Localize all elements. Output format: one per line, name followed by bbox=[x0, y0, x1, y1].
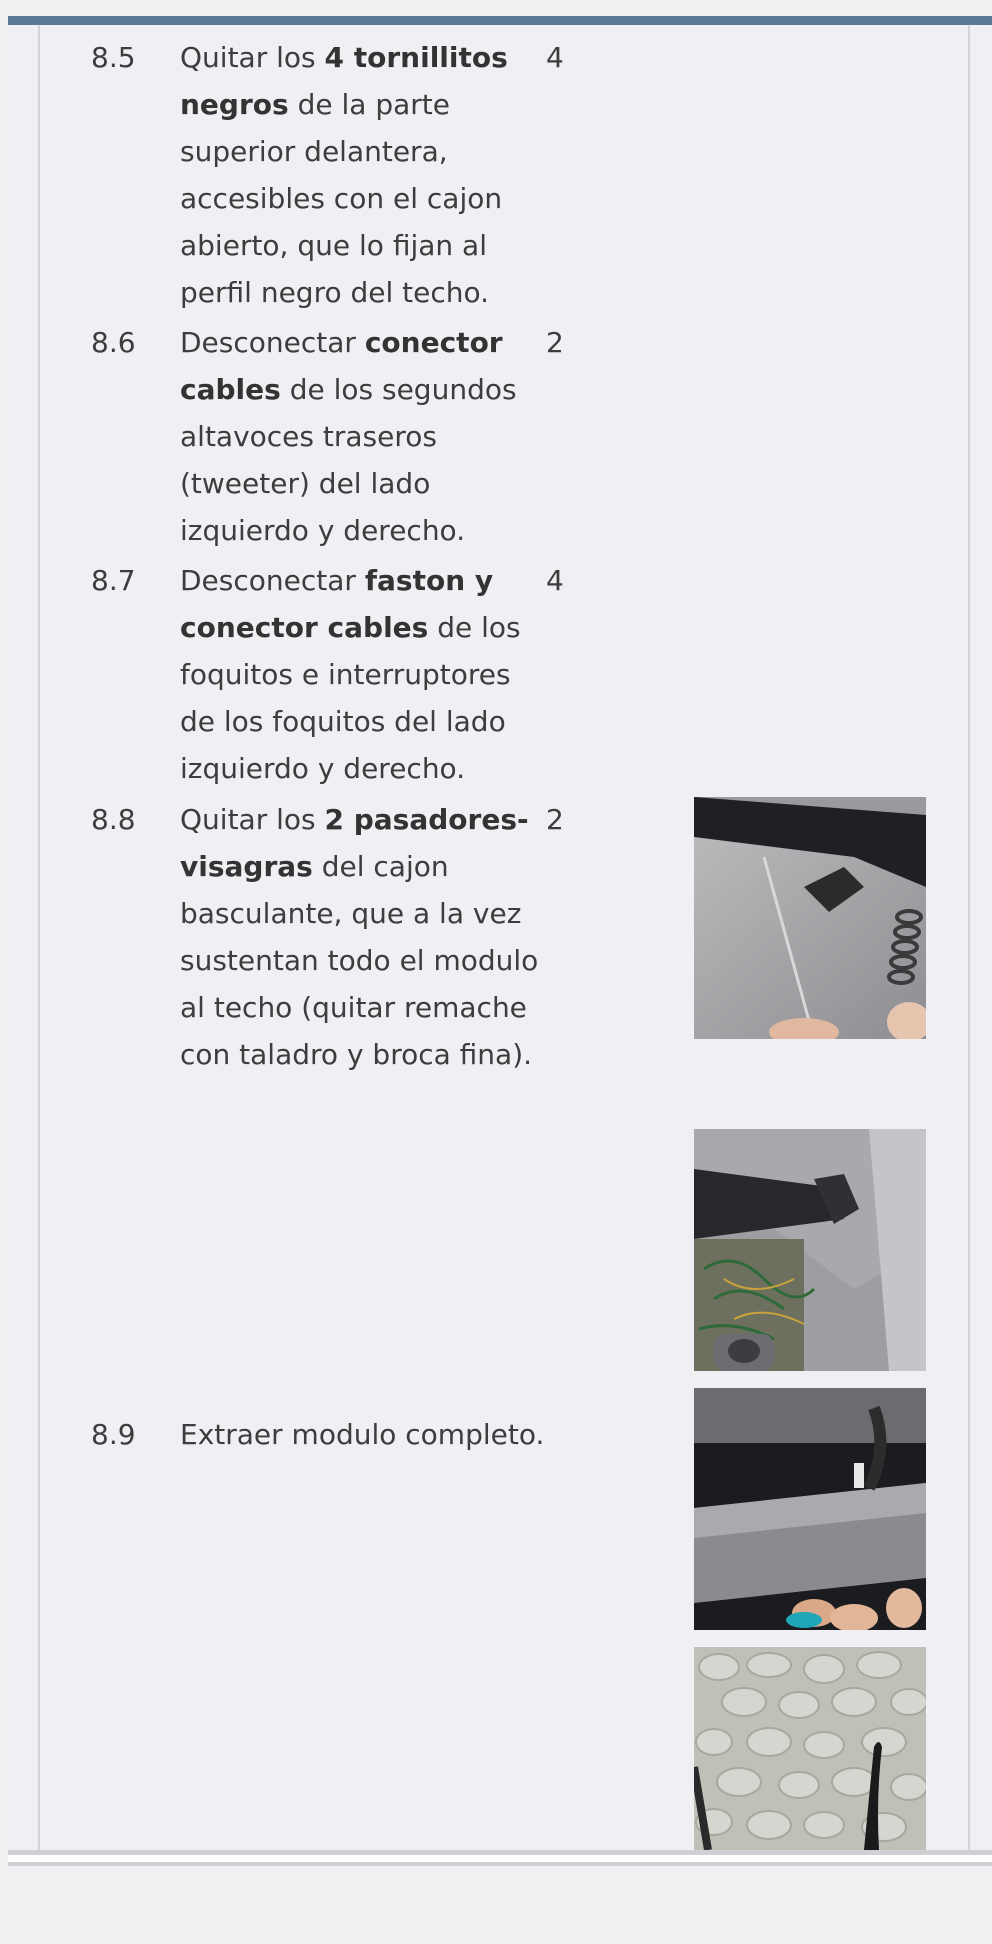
step-description: Quitar los 2 pasadores-visagras del cajon basculante, que a la vez sustentan todo el modulo al techo (quitar remache con taladro y broca fina). bbox=[180, 803, 539, 1071]
step-number: 8.7 bbox=[91, 564, 136, 597]
step-description: Quitar los 4 tornillitos negros de la parte superior delantera, accesibles con el cajon abierto, que lo fijan al perfil negro del techo. bbox=[180, 41, 508, 309]
step-quantity: 4 bbox=[546, 564, 564, 597]
page-bottom-edge bbox=[8, 1855, 992, 1862]
photo-cajon-hinge bbox=[694, 797, 926, 1039]
photo-pebble-surface bbox=[694, 1647, 926, 1850]
step-number: 8.5 bbox=[91, 41, 136, 74]
document-page bbox=[8, 25, 992, 1850]
step-description: Desconectar faston y conector cables de los foquitos e interruptores de los foquitos del lado izquierdo y derecho. bbox=[180, 564, 521, 785]
step-description: Extraer modulo completo. bbox=[180, 1418, 545, 1451]
photo-modulo-extraction bbox=[694, 1388, 926, 1630]
header-accent-bar bbox=[8, 16, 992, 25]
photo-cajon-wires bbox=[694, 1129, 926, 1371]
table-right-border bbox=[968, 25, 970, 1850]
step-quantity: 2 bbox=[546, 803, 564, 836]
step-description: Desconectar conector cables de los segundos altavoces traseros (tweeter) del lado izquierdo y derecho. bbox=[180, 326, 517, 547]
step-number: 8.8 bbox=[91, 803, 136, 836]
table-left-border bbox=[38, 25, 40, 1850]
step-quantity: 4 bbox=[546, 41, 564, 74]
step-quantity: 2 bbox=[546, 326, 564, 359]
step-number: 8.9 bbox=[91, 1418, 136, 1451]
step-number: 8.6 bbox=[91, 326, 136, 359]
